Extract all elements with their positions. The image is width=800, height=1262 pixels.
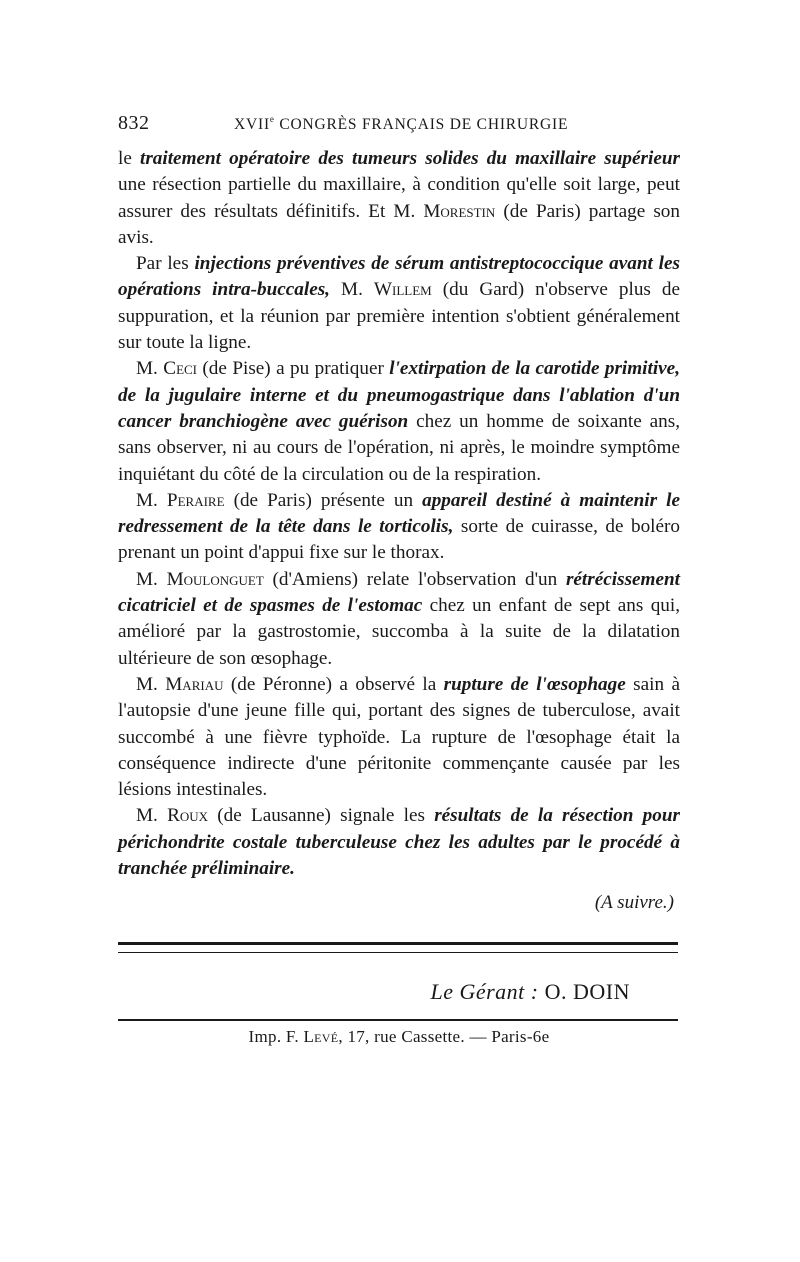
author-name: Peraire	[166, 489, 225, 511]
italic-topic: résultats de la résection pour périchondrite costale tuberculeuse chez les adultes par le procédé à tranchée préliminaire.	[118, 805, 680, 880]
italic-topic: rétrécissement cicatriciel et de spasmes de l'estomac	[118, 568, 680, 617]
printer-imprint	[118, 1027, 680, 1047]
paragraph-maxillaire	[118, 146, 680, 251]
text-run: (de Péronne) a observé la	[223, 673, 444, 695]
paragraph-ceci	[118, 356, 680, 487]
running-head-title: CONGRÈS FRANÇAIS DE CHIRURGIE	[274, 116, 569, 133]
continuation-note	[118, 892, 680, 914]
imprint-prefix: Imp. F.	[248, 1027, 304, 1047]
author-name: Willem	[373, 279, 432, 301]
text-run: chez un homme de soixante ans, sans observer, ni au cours de l'opération, ni après, le moindre symptôme inquiétant du côté de la circulation ou de la respiration.	[118, 410, 680, 485]
italic-topic: l'extirpation de la carotide primitive, de la jugulaire interne et du pneumogastrique dans l'ablation d'un cancer branchiogène avec guérison	[118, 358, 680, 432]
thin-rule-divider	[118, 1019, 678, 1021]
italic-topic: rupture de l'œsophage	[443, 673, 626, 695]
text-run: (de Paris) partage son avis.	[118, 200, 680, 248]
page-header	[118, 112, 680, 146]
paragraph-roux	[118, 803, 680, 882]
author-name: Roux	[167, 805, 209, 827]
signature-line	[118, 979, 680, 1005]
text-run: M.	[329, 279, 374, 301]
continuation-text: (A suivre.)	[594, 892, 674, 914]
article-body	[118, 146, 680, 882]
text-run: (d'Amiens) relate l'observation d'un	[263, 568, 566, 590]
running-head-superscript: e	[269, 114, 275, 124]
running-head	[234, 114, 568, 134]
signature-role: Le Gérant :	[430, 979, 539, 1005]
text-run: Par les	[136, 253, 195, 275]
author-name: Moulonguet	[166, 568, 264, 590]
paragraph-peraire	[118, 488, 680, 567]
signature-name: O. DOIN	[544, 979, 630, 1005]
text-run: M.	[136, 805, 168, 827]
text-run: (de Pise) a pu pratiquer	[197, 358, 390, 380]
text-run: une résection partielle du maxillaire, à condition qu'elle soit large, peut assurer des résultats définitifs. Et M.	[118, 174, 680, 222]
text-run: (de Paris) présente un	[224, 489, 423, 511]
double-rule-divider	[118, 942, 678, 953]
text-run: sorte de cuirasse, de boléro prenant un point d'appui fixe sur le thorax.	[118, 516, 680, 564]
text-run: (du Gard) n'observe plus de suppuration, et la réunion par première intention s'obtient généralement sur toute la ligne.	[118, 279, 681, 354]
imprint-address: , 17, rue Cassette. — Paris-6e	[338, 1027, 550, 1047]
paragraph-moulonguet	[118, 567, 680, 672]
paragraph-willem	[118, 251, 680, 356]
italic-topic: traitement opératoire des tumeurs solides du maxillaire supérieur	[140, 148, 680, 169]
italic-topic: appareil destiné à maintenir le redressement de la tête dans le torticolis,	[118, 489, 680, 538]
imprint-printer: Levé	[303, 1027, 339, 1047]
text-run: sain à l'autopsie d'une jeune fille qui, portant des signes de tuberculose, avait succombé à une fièvre typhoïde. La rupture de l'œsophage était la conséquence indirecte d'une péritonite commençante causée par les lésions intestinales.	[118, 673, 680, 801]
author-name: Mariau	[165, 673, 224, 695]
text-run: M.	[136, 489, 167, 511]
text-run: M.	[136, 358, 164, 380]
author-name: Morestin	[423, 200, 496, 222]
text-run: M.	[136, 568, 167, 590]
book-page	[118, 112, 680, 1047]
italic-topic: injections préventives de sérum antistreptococcique avant les opérations intra-buccales,	[118, 253, 680, 301]
text-run: le	[118, 148, 140, 169]
page-number: 832	[118, 112, 150, 134]
running-head-numeral: XVII	[234, 116, 270, 133]
text-run: chez un enfant de sept ans qui, amélioré par la gastrostomie, succomba à la suite de la dilatation ultérieure de son œsophage.	[118, 595, 681, 669]
author-name: Ceci	[163, 358, 198, 380]
paragraph-mariau	[118, 672, 680, 803]
text-run: M.	[136, 673, 166, 695]
text-run: (de Lausanne) signale les	[208, 805, 435, 827]
